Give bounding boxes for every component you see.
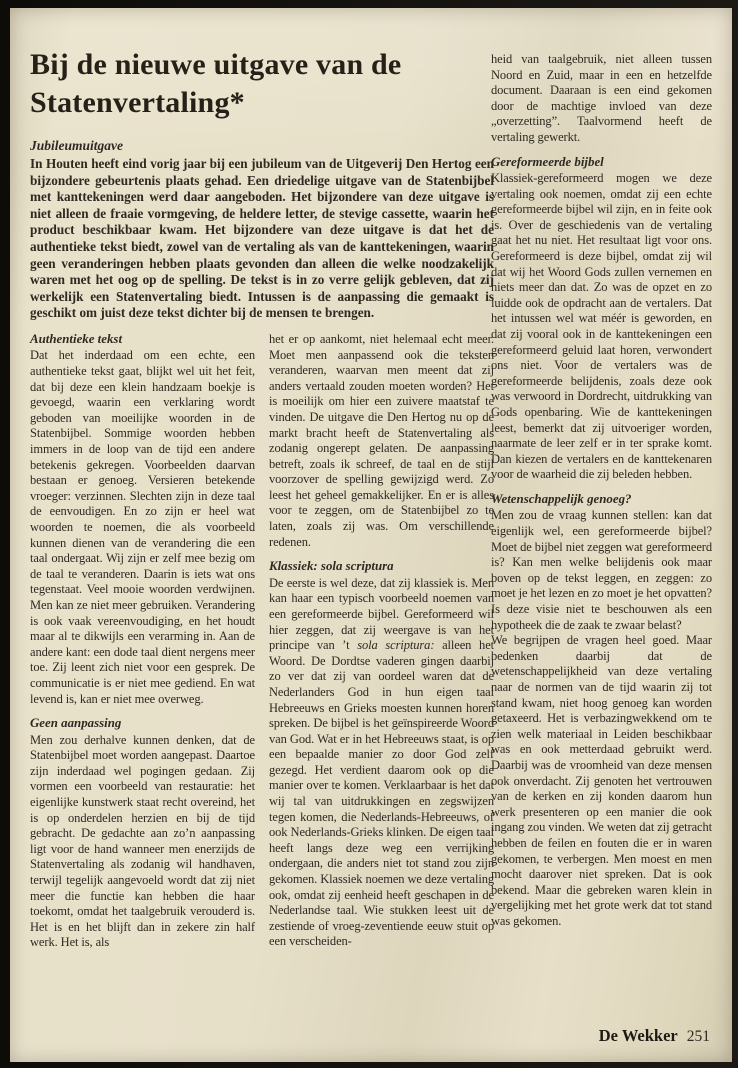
- column-3: [491, 52, 712, 929]
- klassiek-text-before: De eerste is wel deze, dat zij klassiek is. Men kan haar een typisch voorbeeld noemen van een gereformeerde bijbel. Gereformeerd wil hier zeggen, dat zij weergave is van het principe van ’t: [269, 575, 494, 653]
- page-footer: [599, 1026, 710, 1046]
- magazine-page: [10, 8, 732, 1062]
- paragraph-geen-aanpassing: Men zou derhalve kunnen denken, dat de Statenbijbel moet worden aangepast. Daartoe zijn inderdaad wel pogingen gedaan. Zij vormen een voorbeeld van restauratie: het eigenlijke kunstwerk staat recht overeind, het is op onderdelen herzien en bij de tijd gebracht. De gedachte aan zo’n aanpassing ligt voor de hand wanneer men enerzijds de Statenvertaling als zodanig wil handhaven, terwijl tegelijk aangevoeld wordt dat zij niet meer die functie kan hebben die haar toekomt, omdat het taalgebruik verouderd is. Het is en het blijft dan in zekere zin half werk. Het is, als: [30, 732, 255, 950]
- paragraph-continuation-col3: heid van taalgebruik, niet alleen tussen Noord en Zuid, maar in een en hetzelfde document. Daaraan is een eind gekomen door de machtige invloed van deze „overzetting”. Taalvormend heeft de vertaling gewerkt.: [491, 52, 712, 144]
- paragraph-authentieke-tekst: Dat het inderdaad om een echte, een authentieke tekst gaat, blijkt wel uit het feit, dat bij deze een klein handzaam boekje is gevoegd, waarin een verklaring wordt geboden van moeilijke woorden in de Statenbijbel. Sommige woorden hebben immers in de loop van de tijd een andere betekenis gekregen. Voorbeelden daarvan bestaan er genoeg. Versieren betekende vroeger: verzinnen. Slechten zijn in deze taal de eenvoudigen. En zo zijn er heel wat woorden te noemen, die als voorbeeld kunnen dienen van de verandering die een taal ondergaat. Wij zijn er zelf mee bezig om de taal te veranderen. Daarin is iets wat ons tegenstaat. Veel mooie woorden verdwijnen. Men kan ze niet meer gebruiken. Verandering is ook vaak vereenvoudiging, en het houdt maar al te dikwijls een verarming in. Aan de andere kant: een dode taal dient nergens meer toe. Zij leent zich niet voor een gesprek. De communicatie is er niet mee gediend. En wat levend is, kan er niet mee overweg.: [30, 348, 255, 706]
- klassiek-text-after: alleen het Woord. De Dordtse vaderen gingen daarbij zo ver dat zij van oordeel waren dat de Nederlanders God in hun eigen taal Hebreeuws en Grieks moesten kunnen horen spreken. De bijbel is het geïnspireerde Woord van God. Wat er in het Hebreeuws staat, is op een bepaalde manier zo door God zelf gezegd. Het verdient daarom ook op die manier over te komen. Verklaarbaar is het dat wij tal van uitdrukkingen en zegswijzen tegen komen, die Nederlands-Hebreeuws, of ook Nederlands-Grieks klinken. De eigen taal heeft langs deze weg een verrijking ondergaan, die anders niet tot stand zou zijn gekomen. Klassiek noemen we deze vertaling ook, omdat zij eenheid heeft geschapen in de Nederlandse taal. Wie stukken leest uit de zestiende of vroeg-zeventiende eeuw stuit op een verscheiden-: [269, 638, 495, 949]
- paragraph-continuation-col2: het er op aankomt, niet helemaal echt meer. Moet men aanpassend ook die teksten veranderen, waarvan men meent dat zij anders vertaald zouden moeten worden? Het is moeilijk om hier een zuivere maatstaf te vinden. De uitgave die Den Hertog nu op de markt bracht heeft de Statenvertaling als zodanig ongerept gelaten. De aanpassing betreft, zoals ik schreef, de taal en de stijl voorzover de spelling gewijzigd werd. Zo leest het geheel gemakkelijker. En er is alles voor te zeggen, om de Statenbijbel zo te laten, zoals zij was. Om verschillende redenen.: [269, 331, 494, 549]
- paragraph-wetenschappelijk-1: Men zou de vraag kunnen stellen: kan dat eigenlijk wel, een gereformeerde bijbel? Moet de bijbel niet zeggen wat gereformeerd is? Kan men welke belijdenis ook maar boven op de tekst leggen, en zeggen: zo moet je het lezen en zo moet je het opvatten? Is deze visie niet te beschouwen als een hypotheek die de zaak te zwaar belast?: [491, 508, 712, 632]
- intro-heading: Jubileumuitgave: [30, 138, 124, 153]
- article-title: Bij de nieuwe uitgave van de Statenvertaling*: [30, 48, 402, 119]
- column-2: [269, 332, 494, 951]
- page-number: 251: [686, 1028, 710, 1045]
- columns-one-two: [30, 332, 494, 951]
- column-1: [30, 332, 255, 951]
- section-heading-gereformeerde-bijbel: Gereformeerde bijbel: [491, 154, 604, 169]
- section-heading-authentieke-tekst: Authentieke tekst: [30, 331, 123, 346]
- section-heading-wetenschappelijk-genoeg: Wetenschappelijk genoeg?: [491, 491, 632, 506]
- klassiek-latin-phrase: sola scriptura:: [357, 638, 435, 653]
- section-heading-klassiek-sola-scriptura: Klassiek: sola scriptura: [269, 559, 394, 574]
- paragraph-wetenschappelijk-2: We begrijpen de vragen heel goed. Maar bedenken daarbij dat de wetenschappelijkheid van deze vertaling naar de normen van de tijd waarin zij tot stand kwam, niet hoog genoeg kan worden getaxeerd. Het is verbazingwekkend om te zien welk materiaal in Leiden beschikbaar was en ook metterdaad gebruikt werd. Daarbij was de vroomheid van deze mensen ook onverdacht. Zij genoten het vertrouwen van de kerken en zij konden daarom hun werk presenteren op een manier die ook ingang zou vinden. We weten dat zij getracht hebben de feilen en fouten die er in waren gekomen, te verbergen. Men moest en men mocht daarover niet spreken. Dat is ook bekend. Maar die gebreken waren klein in vergelijking met het grote werk dat tot stand was gekomen.: [491, 633, 712, 928]
- paragraph-klassiek: [269, 576, 494, 950]
- left-two-column-area: [30, 46, 494, 951]
- intro-paragraph: In Houten heeft eind vorig jaar bij een jubileum van de Uitgeverij Den Hertog een bijzondere gebeurtenis plaats gehad. Een driedelige uitgave van de Statenbijbel met kanttekeningen werd daar aangeboden. Het bijzondere van deze uitgave is niet alleen de fraaie vormgeving, de heldere letter, de stevige cassette, waarin het product beschikbaar kwam. Het bijzondere van deze uitgave is dat het de authentieke tekst biedt, zowel van de vertaling als van de kanttekeningen, waarin geen veranderingen hebben plaats gevonden dan alleen die welke noodzakelijk waren met het oog op de spelling. De tekst is in zo verre gelijk gebleven, dat zij werkelijk een Statenvertaling biedt. Intussen is de aanpassing die gemaakt is geschikt om juist deze tekst dichter bij de mensen te brengen.: [30, 156, 494, 321]
- magazine-name: De Wekker: [598, 1026, 678, 1045]
- section-heading-geen-aanpassing: Geen aanpassing: [30, 716, 122, 731]
- paragraph-gereformeerde-bijbel: Klassiek-gereformeerd mogen we deze vertaling ook noemen, omdat zij een echte gereformeerde bijbel wil zijn, en in feite ook is. Over de geschiedenis van de vertaling gaat het nu niet. Het resultaat ligt voor ons. Gereformeerd is deze bijbel, omdat zij wil dat wij het Woord Gods zullen vernemen en niets meer dan dat. Zo was de opzet en zo luidde ook de opdracht aan de vertalers. Dat het intussen wel wat méér is geworden, en dat zij vooral ook in de kanttekeningen een gereformeerd geluid laat horen, verwondert ons niet. Voor de vertalers was de gereformeerde belijdenis, zoals deze ook was verwoord in Dordrecht, uitdrukking van Gods openbaring. Wie de kanttekeningen leest, bemerkt dat zij uitvoeriger worden, naarmate de leer zelf er in ter sprake komt. Dan kiezen de vertalers en de kanttekenaren voor de waarheid die zij beleden hebben.: [491, 171, 712, 482]
